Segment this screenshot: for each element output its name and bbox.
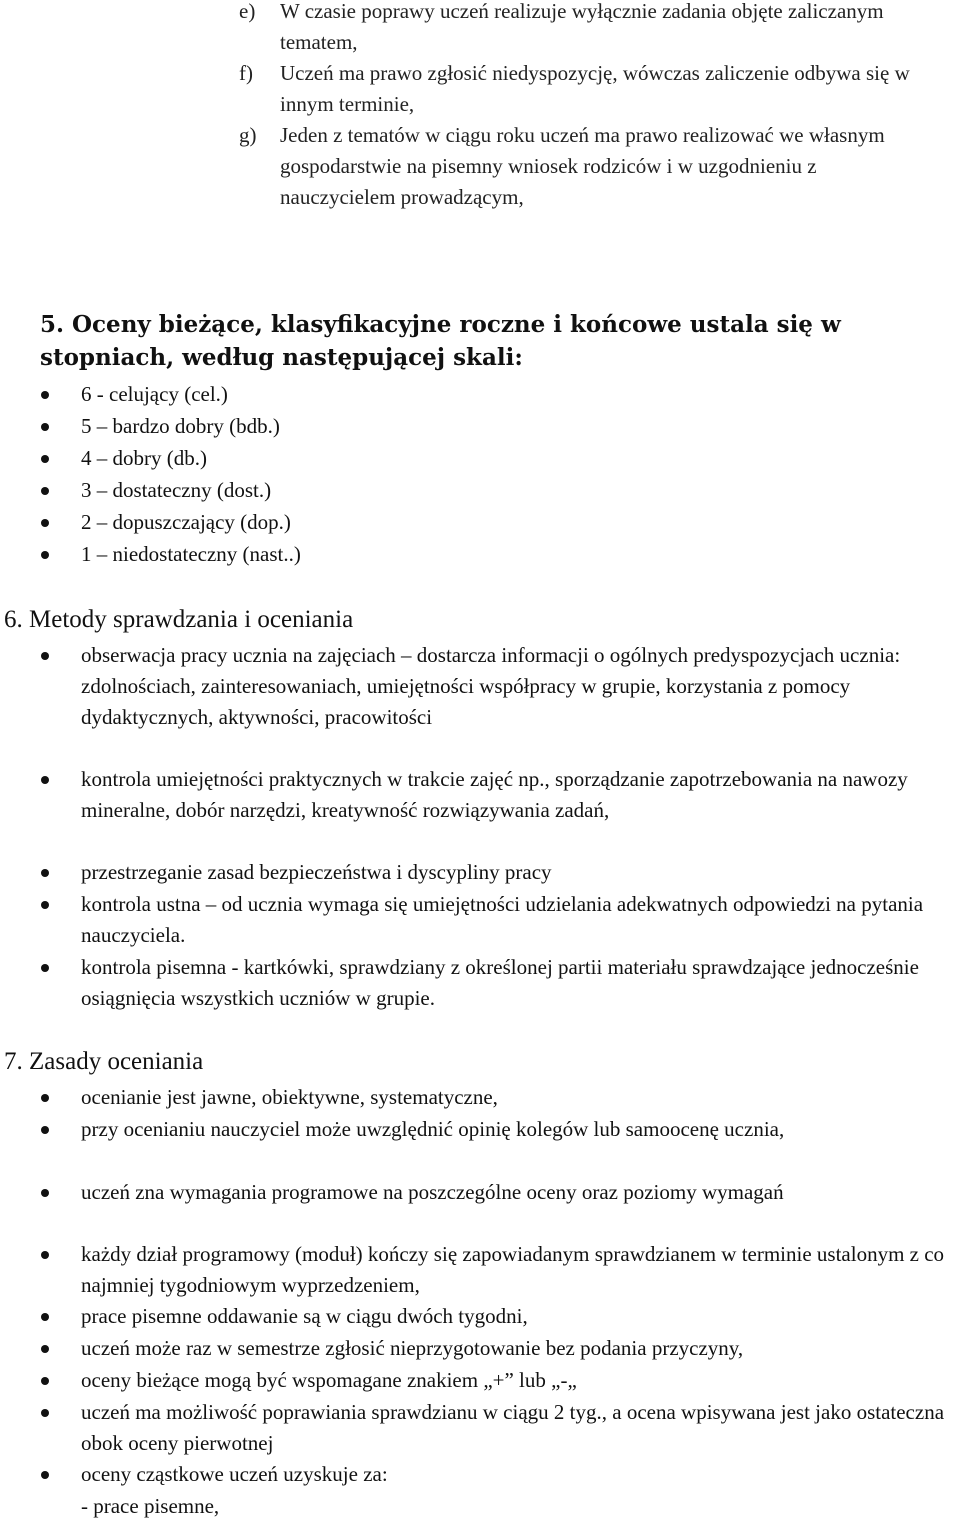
list-item (0, 507, 956, 539)
bullet-icon (41, 901, 49, 909)
list-item-text: obserwacja pracy ucznia na zajęciach – dostarcza informacji o ogólnych predyspozycjach ucznia: zdolnościach, zainteresowaniach, umiejętności współpracy w grupie, korzystania z pomocy dydaktycznych, aktywności, pracowitości (81, 643, 901, 729)
bullet-icon (41, 487, 49, 495)
grading-rules-list (0, 1082, 960, 1523)
list-item-text: Uczeń ma prawo zgłosić niedyspozycję, wówczas zaliczenie odbywa się w innym terminie, (280, 61, 910, 116)
list-item-text: uczeń zna wymagania programowe na poszczególne oceny oraz poziomy wymagań (81, 1180, 784, 1204)
list-item-text: kontrola ustna – od ucznia wymaga się umiejętności udzielania adekwatnych odpowiedzi na pytania nauczyciela. (81, 892, 924, 947)
list-item (0, 1082, 956, 1114)
list-item (0, 411, 956, 443)
list-item-text: 1 – niedostateczny (nast..) (81, 542, 301, 566)
list-item (0, 1177, 956, 1239)
bullet-icon (41, 455, 49, 463)
bullet-icon (41, 391, 49, 399)
list-marker: g) (239, 123, 257, 147)
grade-scale-list (0, 379, 960, 571)
list-item-text: uczeń może raz w semestrze zgłosić nieprzygotowanie bez podania przyczyny, (81, 1336, 744, 1360)
bullet-icon (41, 1126, 49, 1134)
list-item-g (0, 120, 920, 213)
section-7-heading: 7. Zasady oceniania (4, 1048, 204, 1075)
list-item (0, 952, 956, 1015)
list-item-text: - prace pisemne, (81, 1494, 220, 1518)
list-item-text: 5 – bardzo dobry (bdb.) (81, 414, 280, 438)
bullet-icon (41, 1409, 49, 1417)
bullet-icon (41, 1377, 49, 1385)
list-item-text: kontrola pisemna - kartkówki, sprawdziany z określonej partii materiału sprawdzające jednocześnie osiągnięcia wszystkich uczniów w grupie. (81, 955, 919, 1010)
list-item (0, 1239, 956, 1301)
section-6-heading: 6. Metody sprawdzania i oceniania (4, 606, 354, 633)
list-item-text: 4 – dobry (db.) (81, 446, 207, 470)
section-5-heading: 5. Oceny bieżące, klasyfikacyjne roczne i końcowe ustala się w stopniach, według następującej skali: (40, 311, 841, 371)
list-item (0, 857, 956, 889)
list-item-text: 3 – dostateczny (dost.) (81, 478, 272, 502)
list-item-text: przy ocenianiu nauczyciel może uwzględnić opinię kolegów lub samoocenę ucznia, (81, 1117, 785, 1141)
bullet-icon (41, 1345, 49, 1353)
list-item-text: oceny cząstkowe uczeń uzyskuje za: (81, 1462, 388, 1486)
assessment-methods-list (0, 640, 960, 1015)
list-item-text: uczeń ma możliwość poprawiania sprawdzianu w ciągu 2 tyg., a ocena wpisywana jest jako ostateczna obok oceny pierwotnej (81, 1400, 945, 1455)
list-item (0, 1365, 956, 1397)
list-item-text: W czasie poprawy uczeń realizuje wyłącznie zadania objęte zaliczanym tematem, (280, 0, 884, 54)
bullet-icon (41, 776, 49, 784)
list-marker: e) (239, 0, 256, 23)
list-item (0, 764, 956, 857)
list-item (0, 1397, 956, 1459)
bullet-icon (41, 869, 49, 877)
list-item (0, 640, 956, 764)
list-item-f (0, 58, 920, 120)
bullet-icon (41, 1094, 49, 1102)
list-item (0, 443, 956, 475)
list-item-text: 2 – dopuszczający (dop.) (81, 510, 291, 534)
list-item (0, 379, 956, 411)
list-item (0, 475, 956, 507)
list-item (0, 539, 956, 571)
bullet-icon (41, 423, 49, 431)
list-item (0, 1114, 956, 1177)
bullet-icon (41, 519, 49, 527)
list-item-text: prace pisemne oddawanie są w ciągu dwóch tygodni, (81, 1304, 528, 1328)
list-item (0, 1459, 956, 1491)
list-item-text: ocenianie jest jawne, obiektywne, systematyczne, (81, 1085, 498, 1109)
list-item-text: przestrzeganie zasad bezpieczeństwa i dyscypliny pracy (81, 860, 552, 884)
bullet-icon (41, 964, 49, 972)
list-item-e (0, 0, 920, 58)
list-item-text: 6 - celujący (cel.) (81, 382, 228, 406)
list-item-continuation (0, 1491, 956, 1523)
list-item-text: oceny bieżące mogą być wspomagane znakiem „+” lub „-„ (81, 1368, 577, 1392)
bullet-icon (41, 1189, 49, 1197)
list-item-text: kontrola umiejętności praktycznych w trakcie zajęć np., sporządzanie zapotrzebowania na nawozy mineralne, dobór narzędzi, kreatywność rozwiązywania zadań, (81, 767, 908, 822)
bullet-icon (41, 1313, 49, 1321)
bullet-icon (41, 652, 49, 660)
list-marker: f) (239, 61, 253, 85)
bullet-icon (41, 1471, 49, 1479)
list-item-text: każdy dział programowy (moduł) kończy się zapowiadanym sprawdzianem w terminie ustalonym z co najmniej tygodniowym wyprzedzeniem, (81, 1242, 945, 1297)
list-item (0, 889, 956, 952)
bullet-icon (41, 1251, 49, 1259)
list-item-text: Jeden z tematów w ciągu roku uczeń ma prawo realizować we własnym gospodarstwie na pisemny wniosek rodziców i w uzgodnieniu z nauczycielem prowadzącym, (280, 123, 885, 209)
list-item (0, 1301, 956, 1333)
bullet-icon (41, 551, 49, 559)
list-item (0, 1333, 956, 1365)
